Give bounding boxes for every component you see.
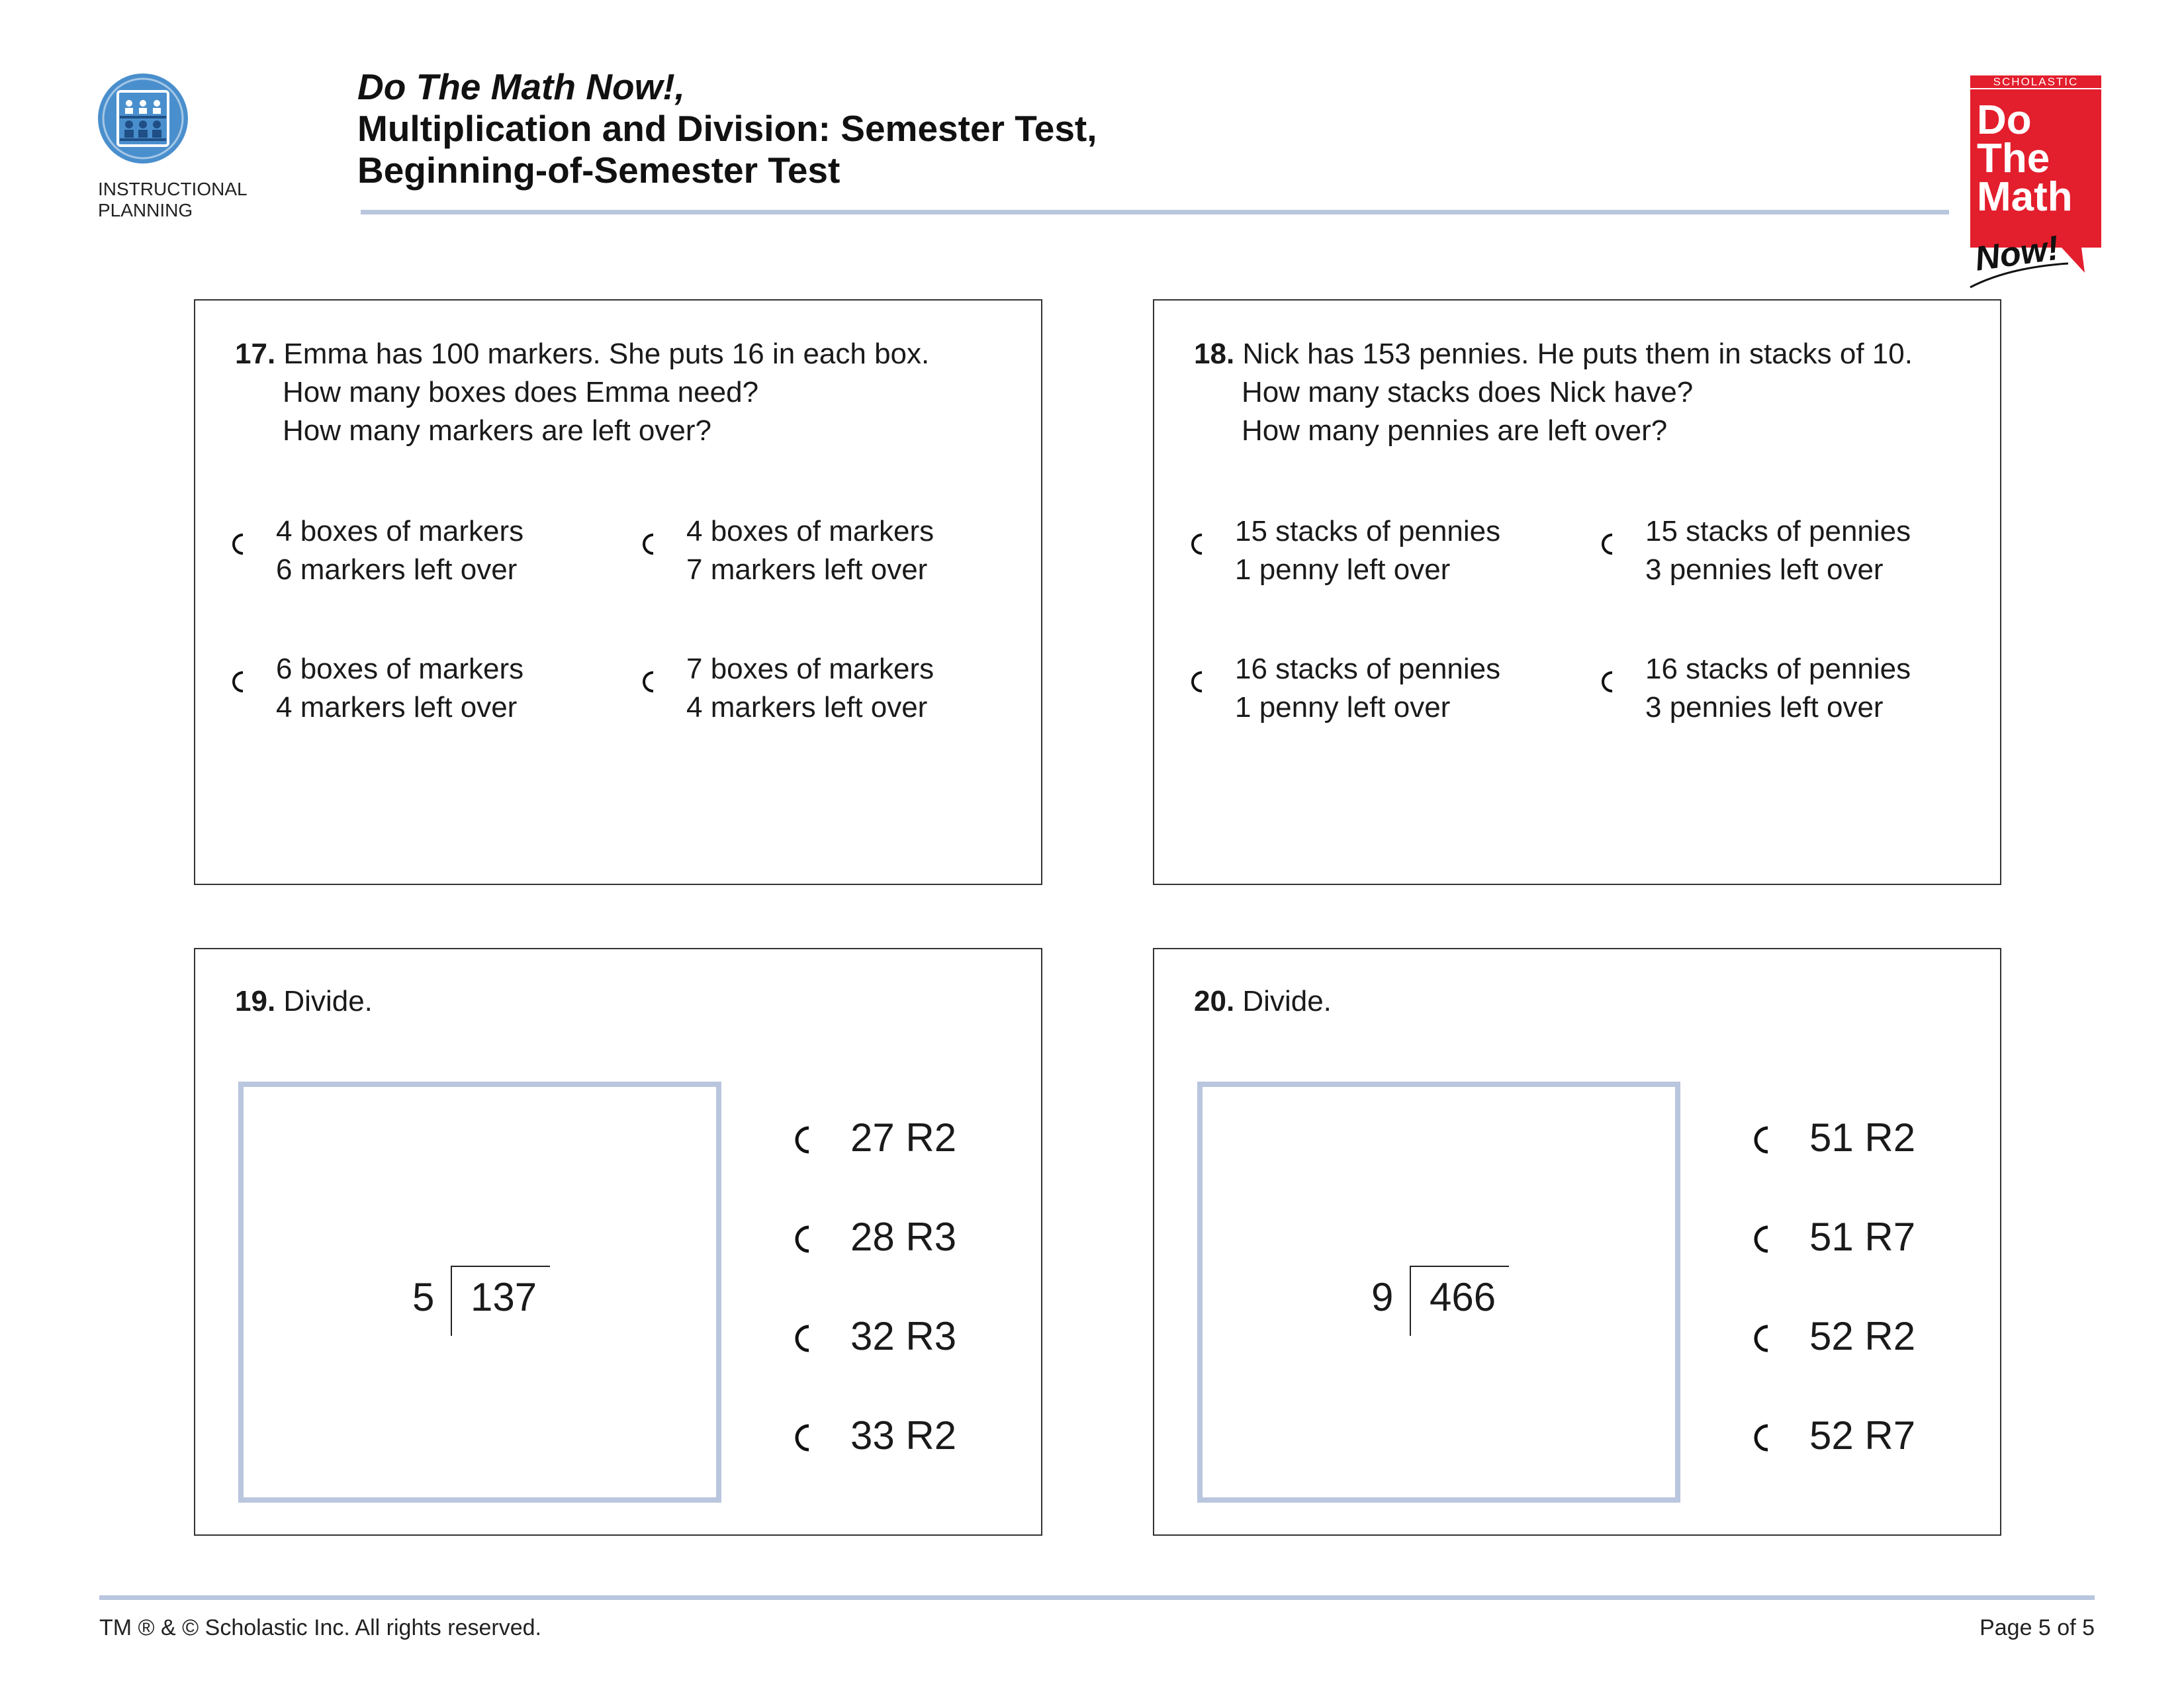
classroom-icon: [96, 71, 190, 165]
question-number: 19.: [235, 985, 276, 1017]
radio-circle-icon[interactable]: [1187, 532, 1211, 556]
radio-circle-icon[interactable]: [1750, 1324, 1779, 1353]
option-text: 28 R3: [850, 1215, 957, 1259]
question-line: Nick has 153 pennies. He puts them in stacks of 10.: [1242, 338, 1913, 370]
radio-circle-icon[interactable]: [228, 670, 252, 694]
question-17-text: [235, 335, 929, 450]
question-18-text: [1194, 335, 1913, 450]
option-line: 16 stacks of pennies: [1645, 653, 1911, 685]
option-line: 4 markers left over: [686, 691, 928, 724]
option-text: 52 R7: [1809, 1413, 1916, 1458]
title-line-1: Do The Math Now!,: [357, 66, 685, 107]
logo-math: Math: [1977, 174, 2073, 220]
option-line: 6 boxes of markers: [276, 653, 524, 685]
section-label: INSTRUCTIONAL PLANNING: [98, 179, 247, 220]
radio-circle-icon[interactable]: [1750, 1125, 1779, 1154]
title-line-2: Multiplication and Division: Semester Test,: [357, 108, 1097, 149]
option-line: 15 stacks of pennies: [1235, 515, 1501, 547]
logo-now: Now!: [1972, 228, 2062, 279]
divisor: 9: [1371, 1275, 1394, 1319]
radio-circle-icon[interactable]: [639, 532, 662, 556]
logo-do: Do: [1977, 97, 2032, 143]
radio-circle-icon[interactable]: [1598, 670, 1621, 694]
question-line: How many pennies are left over?: [1242, 414, 1668, 447]
question-line: How many boxes does Emma need?: [283, 376, 759, 408]
radio-circle-icon[interactable]: [1598, 532, 1621, 556]
option-line: 7 markers left over: [686, 553, 928, 586]
question-line: How many markers are left over?: [283, 414, 711, 447]
option-text: 51 R2: [1809, 1115, 1916, 1160]
radio-circle-icon[interactable]: [1750, 1225, 1779, 1254]
page-number: Page 5 of 5: [1979, 1615, 2095, 1640]
copyright-notice: TM ® & © Scholastic Inc. All rights reserved.: [99, 1615, 541, 1640]
work-area[interactable]: [1197, 1082, 1680, 1503]
question-line: How many stacks does Nick have?: [1242, 376, 1694, 408]
option-line: 3 pennies left over: [1645, 691, 1884, 724]
radio-circle-icon[interactable]: [791, 1324, 820, 1353]
option-text: 52 R2: [1809, 1314, 1916, 1358]
radio-circle-icon[interactable]: [1750, 1423, 1779, 1452]
option-line: 4 boxes of markers: [276, 515, 524, 547]
radio-circle-icon[interactable]: [639, 670, 662, 694]
option-line: 6 markers left over: [276, 553, 518, 586]
radio-circle-icon[interactable]: [791, 1225, 820, 1254]
option-line: 16 stacks of pennies: [1235, 653, 1501, 685]
question-number: 17.: [235, 338, 276, 370]
option-line: 1 penny left over: [1235, 553, 1451, 586]
option-line: 7 boxes of markers: [686, 653, 934, 685]
question-18-box: [1153, 299, 2001, 885]
title-line-3: Beginning-of-Semester Test: [357, 150, 841, 191]
question-number: 18.: [1194, 338, 1235, 370]
radio-circle-icon[interactable]: [791, 1125, 820, 1154]
option-line: 1 penny left over: [1235, 691, 1451, 724]
option-text: 33 R2: [850, 1413, 957, 1458]
option-line: 3 pennies left over: [1645, 553, 1884, 586]
radio-circle-icon[interactable]: [1187, 670, 1211, 694]
option-text: 27 R2: [850, 1115, 957, 1160]
do-the-math-logo: [1969, 74, 2108, 293]
dividend: 466: [1430, 1275, 1496, 1319]
question-20-text: [1194, 982, 1332, 1021]
question-17-box: [194, 299, 1042, 885]
question-line: Emma has 100 markers. She puts 16 in each box.: [283, 338, 930, 370]
radio-circle-icon[interactable]: [791, 1423, 820, 1452]
radio-circle-icon[interactable]: [228, 532, 252, 556]
logo-publisher: SCHOLASTIC: [1993, 75, 2079, 88]
option-text: 51 R7: [1809, 1215, 1916, 1259]
page-title: [357, 66, 1097, 191]
option-line: 4 markers left over: [276, 691, 518, 724]
work-area[interactable]: [238, 1082, 721, 1503]
question-19-text: [235, 982, 373, 1021]
question-19-box: [194, 948, 1042, 1536]
header-divider: [361, 210, 1949, 214]
option-line: 4 boxes of markers: [686, 515, 934, 547]
question-prompt: Divide.: [283, 985, 373, 1017]
option-text: 32 R3: [850, 1314, 957, 1358]
question-number: 20.: [1194, 985, 1235, 1017]
divisor: 5: [412, 1275, 435, 1319]
question-20-box: [1153, 948, 2001, 1536]
footer-divider: [99, 1595, 2095, 1600]
logo-the: The: [1977, 136, 2050, 181]
dividend: 137: [471, 1275, 537, 1319]
question-prompt: Divide.: [1242, 985, 1332, 1017]
option-line: 15 stacks of pennies: [1645, 515, 1911, 547]
